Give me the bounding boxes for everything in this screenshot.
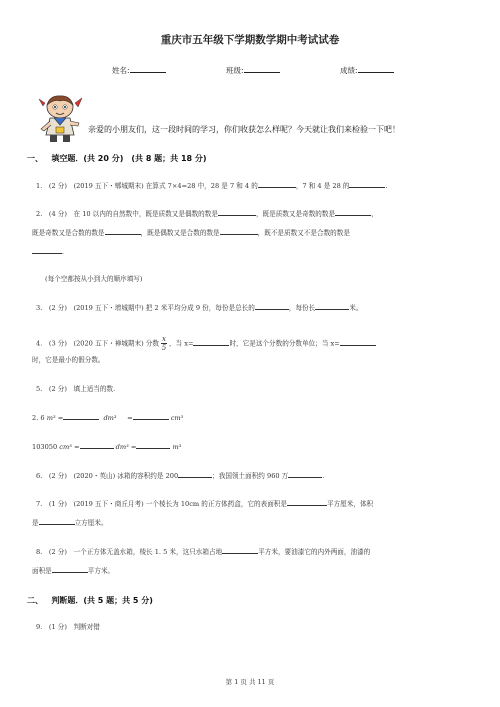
question-4-line-2: 时，它是最小的假分数。 (32, 356, 105, 364)
fraction-x-over-5: $\frac{x}{5}$ (161, 335, 167, 352)
q2-blank-3[interactable] (105, 227, 141, 235)
question-4: 4. (3 分) (2020 五下・禅城期末) 分数 $\frac{x}{5}$ ，当 x= 时，它是这个分数的分数单位；当 x= (36, 335, 376, 352)
q2-blank-1[interactable] (218, 208, 256, 216)
q3-blank-2[interactable] (315, 302, 349, 310)
page-footer: 第 1 页 共 11 页 (225, 678, 275, 686)
q2-blank-5[interactable] (32, 246, 62, 254)
question-1: 1. (2 分) (2019 五下・郫城期末) 在算式 7×4=28 中，28 是 7 和 4 的 ，7 和 4 是 28 的 . (36, 182, 388, 190)
fill-order-note: (每个空都按从小到大的顺序填写) (45, 275, 143, 283)
class-field[interactable] (226, 63, 280, 76)
q5-blank-2[interactable] (133, 412, 169, 420)
question-7: 7. (1 分) (2019 五下・商丘月考) 一个棱长为 10cm 的正方体药盒，它的表面积是 平方厘米，体积 (36, 500, 374, 508)
question-5: 5. (2 分) 填上适当的数. (36, 385, 116, 393)
question-8: 8. (2 分) 一个正方体无盖水箱，棱长 1. 5 米，这只水箱占地 平方米，要油漆它的内外两面，油漆的 (36, 548, 371, 556)
q5-blank-3[interactable] (80, 441, 114, 449)
name-blank[interactable] (130, 63, 166, 73)
q8-blank-2[interactable] (52, 565, 88, 573)
q5-blank-4[interactable] (136, 441, 170, 449)
q2-blank-2[interactable] (335, 208, 371, 216)
score-label: 成绩: (340, 66, 358, 75)
page-title: 重庆市五年级下学期数学期中考试试卷 (160, 34, 340, 46)
q3-blank-1[interactable] (255, 302, 289, 310)
q6-blank-1[interactable] (178, 470, 212, 478)
q1-blank-1[interactable] (258, 180, 296, 188)
score-blank[interactable] (358, 63, 394, 73)
q5-blank-1[interactable] (63, 412, 99, 420)
question-2-line-2: 既是奇数又是合数的数是 ，既是偶数又是合数的数是 ，既不是质数又不是合数的数是 (32, 229, 350, 237)
class-blank[interactable] (244, 63, 280, 73)
question-8-line-2: 面积是 平方米。 (32, 567, 115, 575)
mascot-icon (36, 93, 84, 143)
greeting-text: 亲爱的小朋友们，这一段时间的学习，你们收获怎么样呢？今天就让我们来检验一下吧！ (88, 125, 400, 134)
q2-blank-4[interactable] (220, 227, 258, 235)
question-6: 6. (2 分) (2020・英山) 冰箱的容积约是 200 ；我国领土面积约 960 万 . (36, 472, 325, 480)
q5-line-1: 2. 6 m³ = dm³ = cm³ (32, 414, 184, 422)
q4-blank-2[interactable] (340, 338, 376, 346)
section-fill-blank: 一、 填空题．(共 20 分) (共 8 题；共 18 分) (27, 154, 207, 163)
name-field[interactable] (112, 63, 166, 76)
q1-blank-2[interactable] (349, 180, 385, 188)
question-9: 9. (1 分) 判断对错 (36, 623, 100, 631)
q8-blank-1[interactable] (222, 546, 258, 554)
q6-blank-2[interactable] (288, 470, 322, 478)
question-3: 3. (2 分) (2019 五下・增城期中) 把 2 米平均分成 9 份，每份是总长的 ，每份长 米。 (36, 304, 363, 312)
question-2: 2. (4 分) 在 10 以内的自然数中，既是质数又是偶数的数是 ，既是质数又是奇数的数是 ， (36, 210, 378, 218)
q4-blank-1[interactable] (193, 338, 229, 346)
q5-line-2: 103050 cm³ = dm³ = m³ (32, 443, 182, 451)
section-true-false: 二、 判断题．(共 5 题；共 5 分) (27, 596, 153, 605)
q7-blank-1[interactable] (287, 498, 327, 506)
name-label: 姓名: (112, 66, 130, 75)
score-field[interactable] (340, 63, 394, 76)
question-2-line-3: . (32, 246, 64, 258)
question-7-line-2: 是 立方厘米。 (32, 519, 108, 527)
q7-blank-2[interactable] (39, 517, 75, 525)
class-label: 班级: (226, 66, 244, 75)
